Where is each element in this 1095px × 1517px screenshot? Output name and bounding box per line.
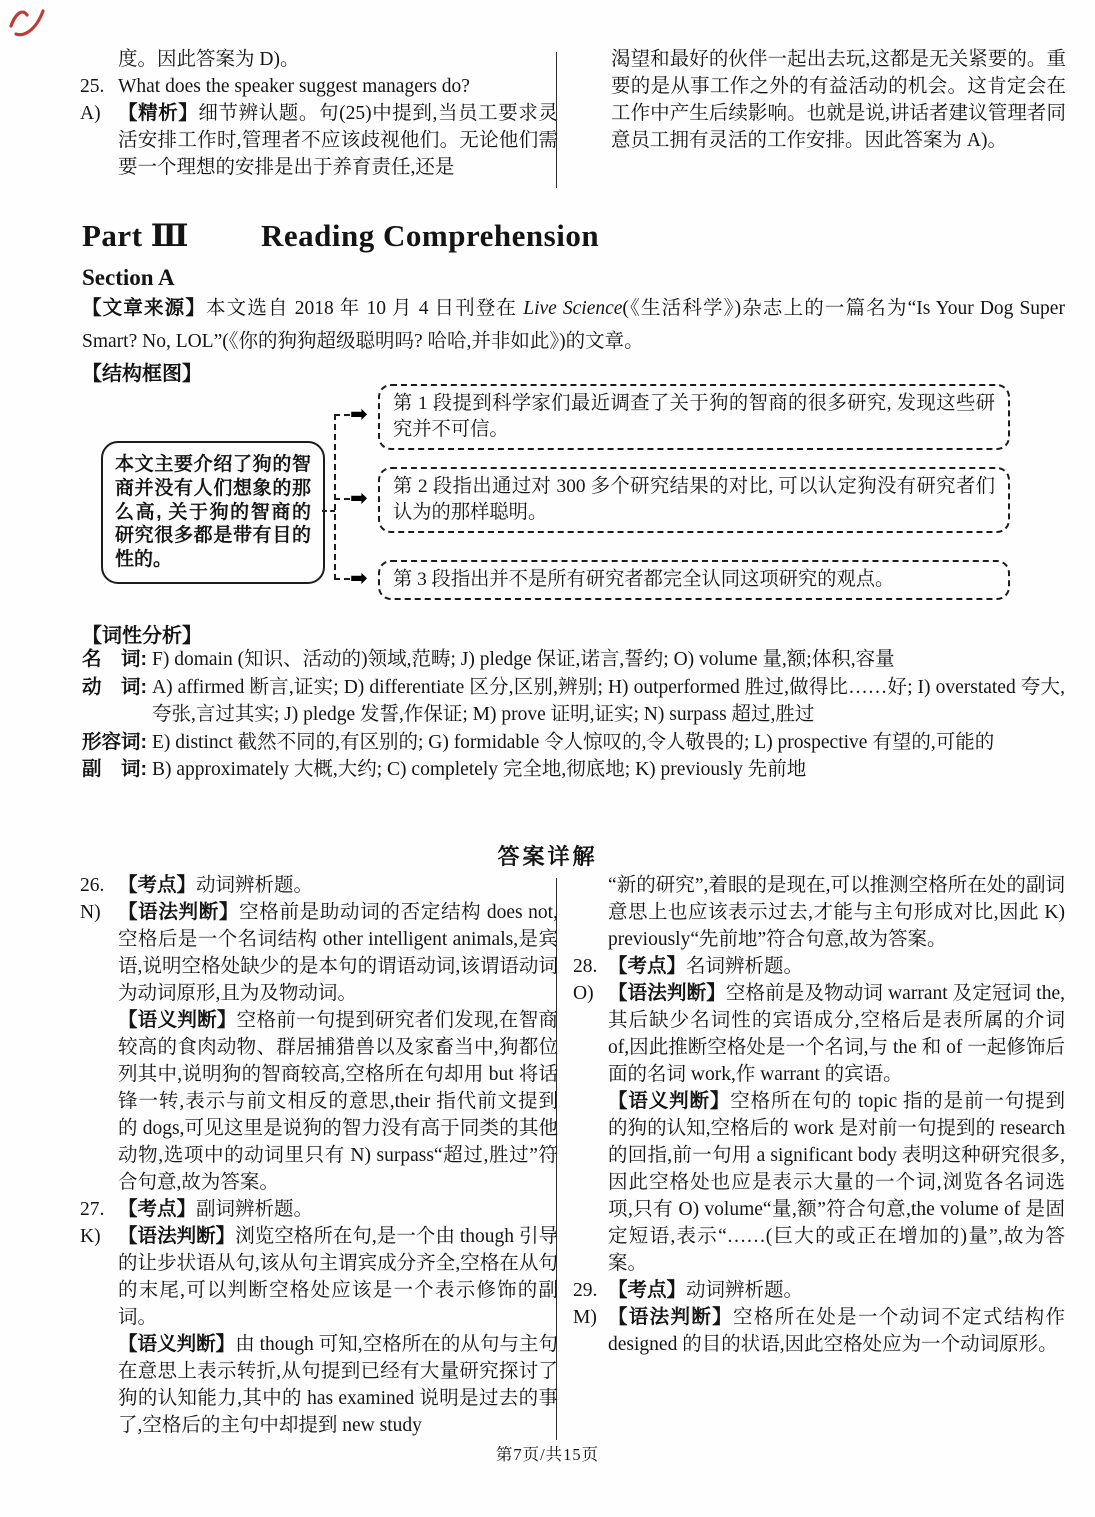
answer-item — [573, 1277, 1065, 1304]
arrow-icon: ➡ — [350, 486, 368, 510]
red-pen-mark — [6, 4, 50, 42]
source-magazine-name: Live Science — [523, 298, 623, 319]
section-heading: Section A — [82, 265, 175, 290]
connector-line — [334, 414, 350, 416]
grammar-label: 【语法判断】 — [118, 1225, 236, 1247]
summary-box: 本文主要介绍了狗的智商并没有人们想象的那么高, 关于狗的智商的研究很多都是带有目的性的。 — [101, 441, 325, 584]
carry-text: 度。因此答案为 D)。 — [118, 49, 300, 70]
source-label: 【文章来源】 — [82, 297, 207, 319]
source-paragraph — [82, 292, 1065, 358]
pos-row-verb — [82, 674, 1065, 729]
pos-row-adverb — [82, 756, 1065, 784]
semantic-label: 【语义判断】 — [608, 1090, 731, 1112]
pos-row-label: 形容词: — [82, 730, 147, 753]
item-text: 动词辨析题。 — [196, 875, 314, 896]
paragraph-box-3: 第 3 段指出并不是所有研究者都完全认同这项研究的观点。 — [378, 560, 1010, 600]
question-number: 25. — [80, 76, 105, 97]
source-text-pre: 本文选自 2018 年 10 月 4 日刊登在 — [206, 298, 524, 319]
arrow-icon: ➡ — [350, 402, 368, 426]
answer-carry-line — [80, 46, 558, 73]
arrow-icon: ➡ — [350, 566, 368, 590]
connector-line — [334, 498, 350, 500]
pos-analysis-table — [82, 646, 1065, 784]
paragraph-box-2: 第 2 段指出通过对 300 多个研究结果的对比, 可以认定狗没有研究者们认为的那样聪明。 — [378, 467, 1010, 533]
question-text: What does the speaker suggest managers do? — [118, 76, 470, 97]
option-marker: K) — [80, 1226, 101, 1247]
answer-item — [573, 953, 1065, 980]
semantic-label: 【语义判断】 — [118, 1009, 237, 1031]
item-text: 副词辨析题。 — [196, 1199, 314, 1220]
answer-item — [573, 980, 1065, 1088]
answer-item — [573, 1088, 1065, 1277]
part-number: Part Ⅲ — [82, 218, 190, 253]
pos-row-text: B) approximately 大概,大约; C) completely 完全地,彻底地; K) previously 先前地 — [152, 759, 807, 780]
connector-line — [334, 578, 350, 580]
kaodian-label: 【考点】 — [608, 1279, 687, 1301]
item-text: 空格所在句的 topic 指的是前一句提到的狗的认知,空格后的 work 是对前一句提到的 research 的回指,前一句用 a significant body 表明这种研究很多,因此空格处也应是表示大量的一个词,浏览各名词选项,只有 O) volume“量,额”符合句意,the volume of 是固定短语,表示“……(巨大的或正在增加的)量”,故为答案。 — [608, 1091, 1065, 1274]
pos-row-text: F) domain (知识、活动的)领域,范畴; J) pledge 保证,诺言,誓约; O) volume 量,额;体积,容量 — [152, 649, 895, 670]
item-number: 28. — [573, 956, 598, 977]
item-number: 26. — [80, 875, 105, 896]
answer-item — [80, 1331, 558, 1439]
item-text: 空格所在处是一个动词不定式结构作 designed 的目的状语,因此空格处应为一个动词原形。 — [608, 1307, 1065, 1355]
item-text: 空格前是助动词的否定结构 does not,空格后是一个名词结构 other intelligent animals,是宾语,说明空格处缺少的是本句的谓语动词,该谓语动词为动词原形,且为及物动词。 — [118, 902, 558, 1004]
page-footer: 第7页/共15页 — [495, 1445, 600, 1464]
item-text: 名词辨析题。 — [686, 956, 804, 977]
answer-left-column — [80, 872, 558, 1439]
question-25 — [80, 73, 558, 100]
listening-left-column — [80, 46, 558, 181]
grammar-label: 【语法判断】 — [608, 1306, 733, 1328]
answer-item — [80, 1223, 558, 1331]
pos-row-label: 动 词: — [82, 675, 147, 698]
pos-row-label: 名 词: — [82, 648, 147, 670]
item-text: “新的研究”,着眼的是现在,可以推测空格所在处的副词意思上也应该表示过去,才能与主句形成对比,因此 K) previously“先前地”符合句意,故为答案。 — [608, 875, 1065, 950]
answer-option-marker: A) — [80, 103, 101, 124]
pos-analysis-label: 【词性分析】 — [82, 625, 202, 647]
kaodian-label: 【考点】 — [118, 1198, 197, 1220]
kaodian-label: 【考点】 — [118, 874, 197, 896]
item-number: 29. — [573, 1280, 598, 1301]
pos-row-noun — [82, 646, 1065, 674]
answer-25 — [80, 100, 558, 181]
grammar-label: 【语法判断】 — [118, 901, 240, 923]
answer-item — [80, 1196, 558, 1223]
pos-row-text: E) distinct 截然不同的,有区别的; G) formidable 令人惊叹的,令人敬畏的; L) prospective 有望的,可能的 — [152, 731, 995, 753]
option-marker: O) — [573, 983, 594, 1004]
answer-item — [80, 899, 558, 1007]
answer-right-column — [573, 872, 1065, 1358]
item-number: 27. — [80, 1199, 105, 1220]
analysis-label: 【精析】 — [118, 102, 199, 124]
grammar-label: 【语法判断】 — [608, 982, 726, 1004]
part-heading — [82, 218, 599, 254]
item-text: 空格前一句提到研究者们发现,在智商较高的食肉动物、群居捕猎兽以及家畜当中,狗都位列其中,说明狗的智商较高,空格所在句却用 but 将话锋一转,表示与前文相反的意思,their 指代前文提到的 dogs,可见这里是说狗的智力没有高于同类的其他动物,选项中的动词里只有 N) surpass“超过,胜过”符合句意,故为答案。 — [118, 1010, 558, 1193]
option-marker: N) — [80, 902, 101, 923]
source-text-post: (《生活科学》)杂志上的一篇名为“Is Your Dog Super Smart? No, LOL”(《你的狗狗超级聪明吗? 哈哈,并非如此》)的文章。 — [82, 298, 1065, 352]
answer-25-text: 细节辨认题。句(25)中提到,当员工要求灵活安排工作时,管理者不应该歧视他们。无论他们需要一个理想的安排是出于养育责任,还是 — [118, 103, 558, 178]
item-text: 动词辨析题。 — [686, 1280, 804, 1301]
answer-item — [80, 1007, 558, 1196]
kaodian-label: 【考点】 — [608, 955, 687, 977]
listening-right-column — [611, 46, 1066, 154]
answer-item — [80, 872, 558, 899]
structure-diagram-label: 【结构框图】 — [82, 363, 202, 385]
column-divider-top — [556, 52, 557, 188]
semantic-label: 【语义判断】 — [118, 1333, 236, 1355]
item-text: 空格前是及物动词 warrant 及定冠词 the,其后缺少名词性的宾语成分,空格后是表所属的介词 of,因此推断空格处是一个名词,与 the 和 of 一起修饰后面的名词 work,作 warrant 的宾语。 — [608, 983, 1065, 1085]
paragraph-box-1: 第 1 段提到科学家们最近调查了关于狗的智商的很多研究, 发现这些研究并不可信。 — [378, 384, 1010, 450]
answer-25-continuation: 渴望和最好的伙伴一起出去玩,这都是无关紧要的。重要的是从事工作之外的有益活动的机会。这肯定会在工作中产生后续影响。也就是说,讲话者建议管理者同意员工拥有灵活的工作安排。因此答案为 A)。 — [611, 49, 1066, 151]
connector-line — [334, 414, 336, 580]
option-marker: M) — [573, 1307, 597, 1328]
answer-item — [573, 872, 1065, 953]
item-text: 由 though 可知,空格所在的从句与主句在意思上表示转折,从句提到已经有大量研究探讨了狗的认知能力,其中的 has examined 说明是过去的事了,空格后的主句中却提到 new study — [118, 1334, 558, 1436]
part-title: Reading Comprehension — [261, 218, 600, 253]
pos-row-adjective — [82, 729, 1065, 757]
pos-row-text: A) affirmed 断言,证实; D) differentiate 区分,区别,辨别; H) outperformed 胜过,做得比……好; I) overstated 夸大,夸张,言过其实; J) pledge 发誓,作保证; M) prove 证明,证实; N) surpass 超过,胜过 — [152, 676, 1065, 725]
answer-key-title: 答案详解 — [497, 844, 598, 869]
answer-item — [573, 1304, 1065, 1358]
pos-row-label: 副 词: — [82, 758, 147, 780]
item-text: 浏览空格所在句,是一个由 though 引导的让步状语从句,该从句主谓宾成分齐全,空格在从句的末尾,可以判断空格处应该是一个表示修饰的副词。 — [118, 1226, 558, 1328]
